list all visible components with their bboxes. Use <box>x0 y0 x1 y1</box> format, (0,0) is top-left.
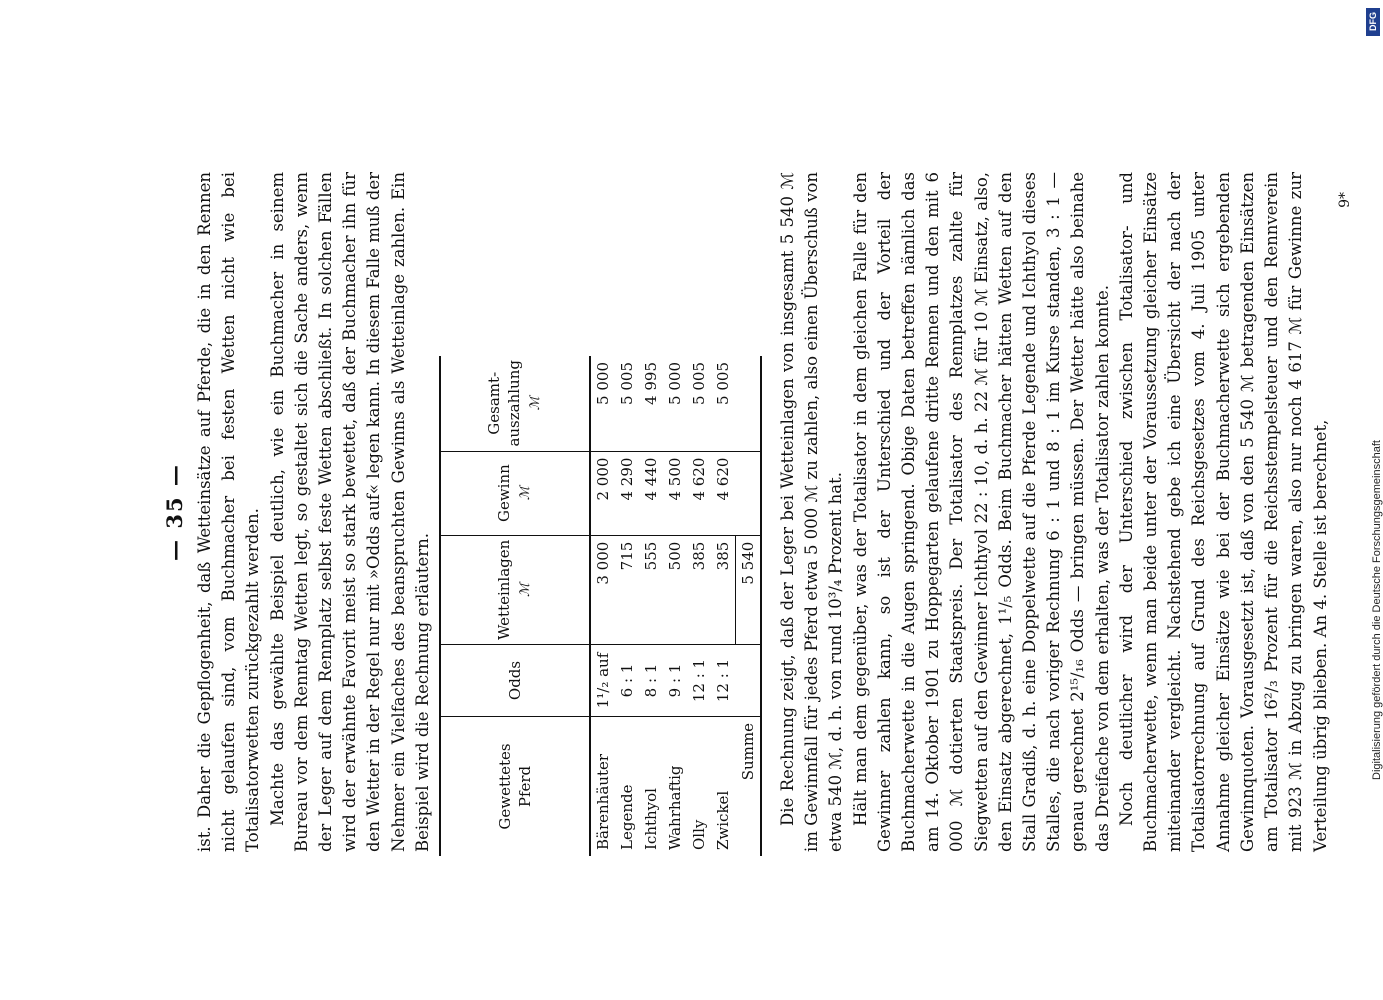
digitization-note-text: Digitalisierung gefördert durch die Deutsche Forschungsgemeinschaft <box>1371 440 1383 780</box>
cell-odds: 9 : 1 <box>663 645 687 717</box>
cell-stake: 555 <box>639 535 663 644</box>
betting-table <box>439 356 762 856</box>
cell-stake: 3 000 <box>590 535 615 644</box>
paragraph-4: Hält man dem gegenüber, was der Totalisator in dem gleichen Falle für den Gewinner zahlen kann, so ist der Unterschied und der Vorteil der Buchmacherwette in die Augen springend. Obige Daten betreffen nämlich das am 14. Oktober 1901 zu Hoppegarten gelaufene dritte Rennen und den mit 6 000 ℳ dotierten Staatspreis. Der Totalisator des Rennplatzes zahlte für Siegwetten auf den Gewinner Ichthyol 22 : 10, d. h. 22 ℳ für 10 ℳ Einsatz, also, den Einsatz abgerechnet, 1¹/₅ Odds. Beim Buchmacher hätten Wetten auf den Stall Gradiß, d. h. eine Doppelwette auf die Pferde Legende und Ichthyol dieses Stalles, die nach voriger Rechnung 6 : 1 und 8 : 1 im Kurse standen, 3 : 1 — genau gerechnet 2¹⁵/₁₆ Odds — bringen müssen. Der Wetter hätte also beinahe das Dreifache von dem erhalten, was der Totalisator zahlen konnte. <box>850 172 1112 852</box>
col-header-odds: Odds <box>440 645 590 717</box>
cell-odds: 1¹/₂ auf <box>590 645 615 717</box>
table-row <box>663 356 687 856</box>
cell-win: 4 620 <box>711 451 736 535</box>
rotated-page <box>155 172 1353 852</box>
digitization-note <box>1368 40 1383 1000</box>
page-header: — 35 — <box>162 463 187 561</box>
sum-row <box>736 356 762 856</box>
cell-horse: Wahrhaftig <box>666 765 685 850</box>
cell-horse: Olly <box>690 819 709 850</box>
cell-odds: 8 : 1 <box>639 645 663 717</box>
table-row <box>687 356 711 856</box>
paragraph-2: Machte das gewählte Beispiel deutlich, wie ein Buchmacher in seinem Bureau vor dem Renntag Wetten legt, so gestaltet sich die Sache anders, wenn der Leger auf dem Rennplatz selbst feste Wetten abschließt. In solchen Fällen wird der erwähnte Favorit meist so stark bewettet, daß der Buchmacher ihn für den Wetter in der Regel nur mit »Odds auf« legen kann. In diesem Falle muß der Nehmer ein Vielfaches des beanspruchten Gewinns als Wetteinlage zahlen. Ein Beispiel wird die Rechnung erläutern. <box>267 172 432 852</box>
paragraph-3: Die Rechnung zeigt, daß der Leger bei Wetteinlagen von insgesamt 5 540 ℳ im Gewinnfall für jedes Pferd etwa 5 000 ℳ zu zahlen, also einen Überschuß von etwa 540 ℳ, d. h. von rund 10³/₄ Prozent hat. <box>778 172 846 852</box>
sum-label: Summe <box>736 716 762 856</box>
cell-total: 5 000 <box>590 356 615 451</box>
col-header-horse: Gewettetes Pferd <box>440 716 590 856</box>
cell-win: 2 000 <box>590 451 615 535</box>
cell-win: 4 500 <box>663 451 687 535</box>
table-row <box>590 356 615 856</box>
cell-stake: 385 <box>687 535 711 644</box>
cell-win: 4 290 <box>615 451 639 535</box>
cell-stake: 500 <box>663 535 687 644</box>
paragraph-5: Noch deutlicher wird der Unterschied zwischen Totalisator- und Buchmacherwette, wenn man beide unter der Voraussetzung gleicher Einsätze miteinander vergleicht. Nachstehend gebe ich eine Übersicht der nach der Totalisatorrechnung auf Grund des Reichsgesetzes vom 4. Juli 1905 unter Annahme gleicher Einsätze wie bei der Buchmacherwette sich ergebenden Gewinnquoten. Vorausgesetzt ist, daß von den 5 540 ℳ betragenden Einsätzen am Totalisator 16²/₃ Prozent für die Reichsstempelsteuer und den Rennverein mit 923 ℳ in Abzug zu bringen waren, also nur noch 4 617 ℳ für Gewinne zur Verteilung übrig blieben. An 4. Stelle ist berechnet, <box>1116 172 1330 852</box>
cell-odds: 12 : 1 <box>687 645 711 717</box>
cell-horse: Ichthyol <box>642 788 661 850</box>
table-row <box>711 356 736 856</box>
paragraph-1: ist. Daher die Gepflogenheit, daß Wetteinsätze auf Pferde, die in den Rennen nicht gelaufen sind, vom Buchmacher bei festen Wetten nicht wie bei Totalisatorwetten zurückgezahlt werden. <box>195 172 263 852</box>
cell-odds: 6 : 1 <box>615 645 639 717</box>
col-header-win: Gewinn ℳ <box>440 451 590 535</box>
sum-value: 5 540 <box>736 535 762 644</box>
cell-total: 5 000 <box>663 356 687 451</box>
cell-horse: Bärenhäuter <box>594 753 613 850</box>
cell-total: 5 005 <box>687 356 711 451</box>
col-header-total: Gesamt-auszahlung ℳ <box>440 356 590 451</box>
cell-stake: 715 <box>615 535 639 644</box>
signature-mark: 9* <box>1336 192 1353 208</box>
table-row <box>615 356 639 856</box>
dfg-logo-icon: DFG <box>1366 8 1380 36</box>
cell-total: 5 005 <box>711 356 736 451</box>
cell-horse: Legende <box>618 784 637 850</box>
cell-total: 5 005 <box>615 356 639 451</box>
cell-stake: 385 <box>711 535 736 644</box>
col-header-stake: Wetteinlagen ℳ <box>440 535 590 644</box>
table-row <box>639 356 663 856</box>
cell-win: 4 440 <box>639 451 663 535</box>
cell-odds: 12 : 1 <box>711 645 736 717</box>
cell-win: 4 620 <box>687 451 711 535</box>
cell-horse: Zwickel <box>714 790 733 850</box>
cell-total: 4 995 <box>639 356 663 451</box>
